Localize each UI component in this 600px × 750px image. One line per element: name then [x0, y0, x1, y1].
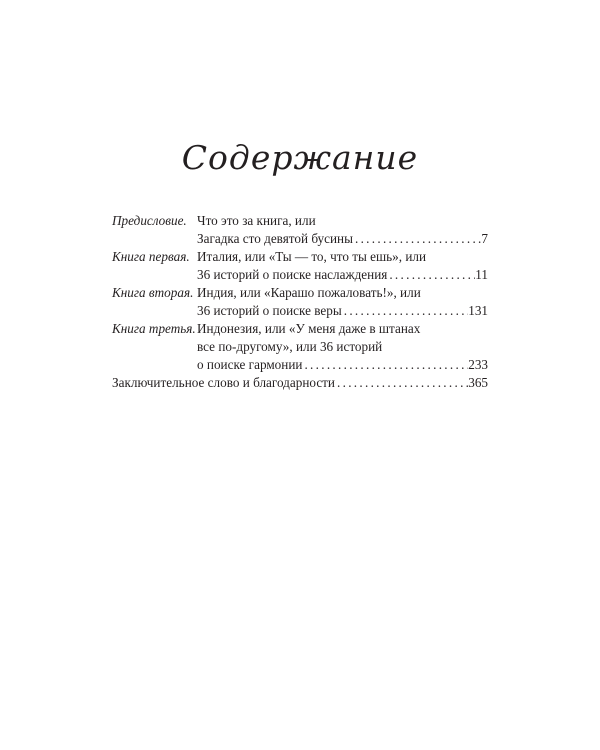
dot-leader — [342, 302, 468, 320]
dot-leader — [387, 266, 475, 284]
toc-title-line: Что это за книга, или — [197, 213, 316, 228]
toc-title-line: 36 историй о поиске веры — [197, 303, 342, 318]
toc-title-line: Италия, или «Ты — то, что ты ешь», или — [197, 249, 427, 264]
toc-title-line: все по-другому», или 36 историй — [197, 339, 383, 354]
toc-entry-afterword — [112, 374, 488, 392]
toc-label: Предисловие. — [112, 213, 187, 228]
toc-label: Книга первая. — [112, 249, 190, 264]
toc-title-line: Загадка сто девятой бусины — [197, 231, 353, 246]
dot-leader — [302, 356, 468, 374]
toc-entry-book3-cont — [112, 338, 488, 356]
toc-entry-preface — [112, 212, 488, 230]
toc-entry-book2 — [112, 284, 488, 302]
toc-title-line: Индонезия, или «У меня даже в штанах — [197, 321, 421, 336]
toc-title-line: Индия, или «Карашо пожаловать!», или — [197, 285, 421, 300]
toc-label: Книга третья. — [112, 321, 196, 336]
toc-page-number: 365 — [468, 375, 488, 390]
dot-leader — [335, 374, 468, 392]
toc-title-line: 36 историй о поиске наслаждения — [197, 267, 388, 282]
toc-page-number: 7 — [481, 231, 488, 246]
toc-page-number: 233 — [468, 357, 488, 372]
toc-entry-book3 — [112, 320, 488, 338]
toc-entry-book1 — [112, 248, 488, 266]
toc-page-number: 11 — [475, 267, 488, 282]
toc-title-line: Заключительное слово и благодарности — [112, 375, 335, 390]
toc-title-line: о поиске гармонии — [197, 357, 303, 372]
toc-entry-book1-cont — [112, 266, 488, 284]
toc-page-number: 131 — [468, 303, 488, 318]
toc-entry-book3-cont2 — [112, 356, 488, 374]
toc-entry-preface-cont — [112, 230, 488, 248]
table-of-contents — [112, 212, 488, 392]
dot-leader — [353, 230, 481, 248]
page-title: Содержание — [181, 138, 419, 177]
toc-label: Книга вторая. — [112, 285, 194, 300]
toc-entry-book2-cont — [112, 302, 488, 320]
